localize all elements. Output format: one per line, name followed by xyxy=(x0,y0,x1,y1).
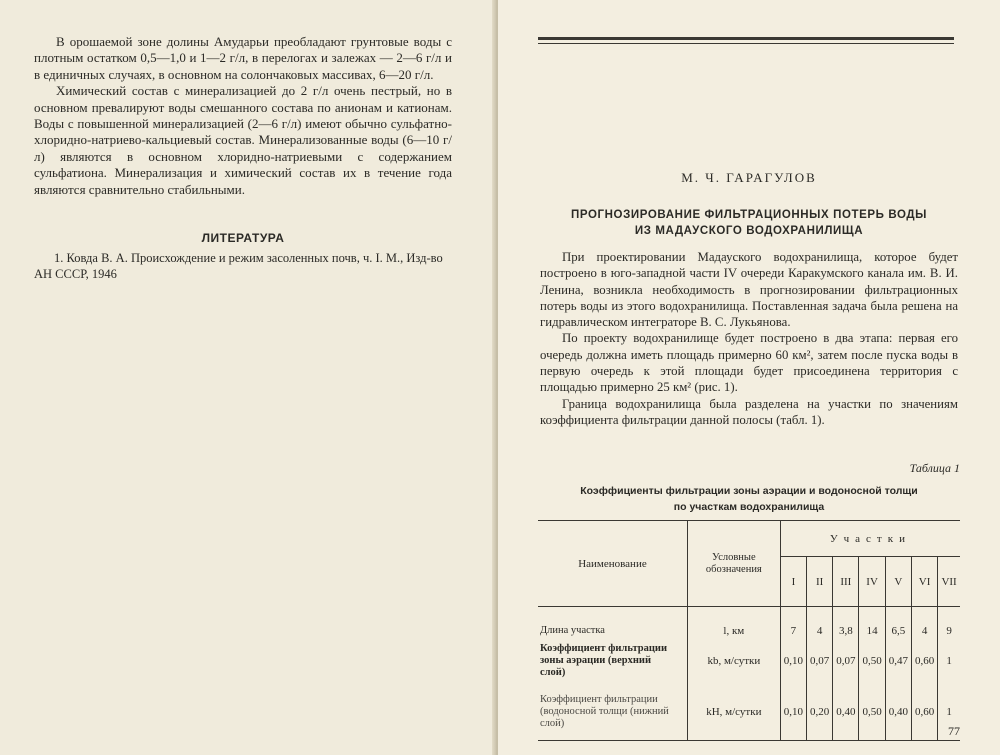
row-value: 0,40 xyxy=(833,685,859,741)
table-label: Таблица 1 xyxy=(909,461,960,475)
row-value: 0,47 xyxy=(885,637,911,685)
row-value: 3,8 xyxy=(833,607,859,637)
left-paragraph-1: В орошаемой зоне долины Амударьи преобладают грунтовые воды с плотным остатком 0,5—1,0 и 1—2 г/л, в перелогах и залежах — 2—6 г/л и в единичных случаях, в основном на солончаковых массивах, 6—20 г/л. xyxy=(34,34,452,82)
left-body-text xyxy=(34,34,452,198)
row-symbol: kb, м/сутки xyxy=(687,637,780,685)
article-title-line-1: ПРОГНОЗИРОВАНИЕ ФИЛЬТРАЦИОННЫХ ПОТЕРЬ ВОДЫ xyxy=(571,209,927,221)
table-caption-line-1: Коэффициенты фильтрации зоны аэрации и водоносной толщи xyxy=(580,485,918,497)
row-name: Коэффициент фильтрации (водоносной толщи (нижний слой) xyxy=(540,694,669,730)
row-name: Коэффициент фильтрации зоны аэрации (верхний слой) xyxy=(540,642,667,678)
row-value: 0,10 xyxy=(780,685,806,741)
row-value: 6,5 xyxy=(885,607,911,637)
table-row xyxy=(538,607,960,637)
table-caption xyxy=(538,483,960,515)
filtration-table xyxy=(538,520,960,741)
right-paragraph-3: Граница водохранилища была разделена на участки по значениям коэффициента фильтрации данной полосы (табл. 1). xyxy=(540,396,958,427)
row-value: 0,50 xyxy=(859,685,885,741)
row-value: 0,60 xyxy=(911,685,937,741)
section-header: IV xyxy=(859,557,885,607)
reference-item: 1. Ковда В. А. Происхождение и режим засоленных почв, ч. I. М., Изд-во АН СССР, 1946 xyxy=(34,251,443,281)
table-row xyxy=(538,685,960,741)
article-author: М. Ч. ГАРАГУЛОВ xyxy=(681,170,817,185)
header-symbols: Условные обозначения xyxy=(687,521,780,607)
row-value: 4 xyxy=(807,607,833,637)
left-page xyxy=(0,0,494,755)
row-symbol: l, км xyxy=(687,607,780,637)
row-value: 0,07 xyxy=(807,637,833,685)
left-paragraph-2: Химический состав с минерализацией до 2 г/л очень пестрый, но в основном превалируют воды смешанного состава по анионам и катионам. Воды с повышенной минерализацией (2—6 г/л) имеют обычно сульфатно-хлоридно-натриево-кальциевый состав. Минерализованные воды (6—10 г/л) являются в основном хлоридно-натриевыми с содержанием сульфатиона. Минерализация и химический состав их в течение года являются сравнительно стабильными. xyxy=(34,83,452,197)
table-row xyxy=(538,637,960,685)
header-rule-thick xyxy=(538,37,954,40)
row-value: 0,07 xyxy=(833,637,859,685)
section-header: V xyxy=(885,557,911,607)
row-value: 4 xyxy=(911,607,937,637)
right-paragraph-1: При проектировании Мадауского водохранилища, которое будет построено в юго-западной части IV очереди Каракумского канала им. В. И. Ленина, возникла необходимость в прогнозировании фильтрационных потерь воды из этого водохранилища. Поставленная задача была решена на гидравлическом интеграторе В. С. Лукьянова. xyxy=(540,250,958,330)
article-title-line-2: ИЗ МАДАУСКОГО ВОДОХРАНИЛИЩА xyxy=(634,225,864,237)
article-title xyxy=(528,207,970,239)
row-value: 7 xyxy=(780,607,806,637)
row-symbol: kH, м/сутки xyxy=(687,685,780,741)
right-body-text xyxy=(540,249,958,428)
header-rule-thin xyxy=(538,43,954,44)
row-value: 1 xyxy=(938,637,960,685)
section-header: III xyxy=(833,557,859,607)
header-sections: Участки xyxy=(780,521,960,557)
page-number: 77 xyxy=(948,724,960,738)
section-header: I xyxy=(780,557,806,607)
row-name: Длина участка xyxy=(540,624,605,636)
row-value: 14 xyxy=(859,607,885,637)
row-value: 9 xyxy=(938,607,960,637)
right-paragraph-2: По проекту водохранилище будет построено в два этапа: первая его очередь должна иметь площадь примерно 60 км², затем после пуска воды в первую очередь к этой площади будет присоединена территория с площадью примерно 25 км² (рис. 1). xyxy=(540,331,958,395)
row-value: 0,40 xyxy=(885,685,911,741)
literature-heading: ЛИТЕРАТУРА xyxy=(201,231,285,245)
row-value: 0,20 xyxy=(807,685,833,741)
section-header: II xyxy=(807,557,833,607)
row-value: 1 xyxy=(938,685,960,741)
header-name: Наименование xyxy=(538,521,687,607)
row-value: 0,60 xyxy=(911,637,937,685)
right-page xyxy=(498,0,1000,755)
table-caption-line-2: по участкам водохранилища xyxy=(673,501,825,513)
section-header: VI xyxy=(911,557,937,607)
row-value: 0,10 xyxy=(780,637,806,685)
row-value: 0,50 xyxy=(859,637,885,685)
section-header: VII xyxy=(938,557,960,607)
